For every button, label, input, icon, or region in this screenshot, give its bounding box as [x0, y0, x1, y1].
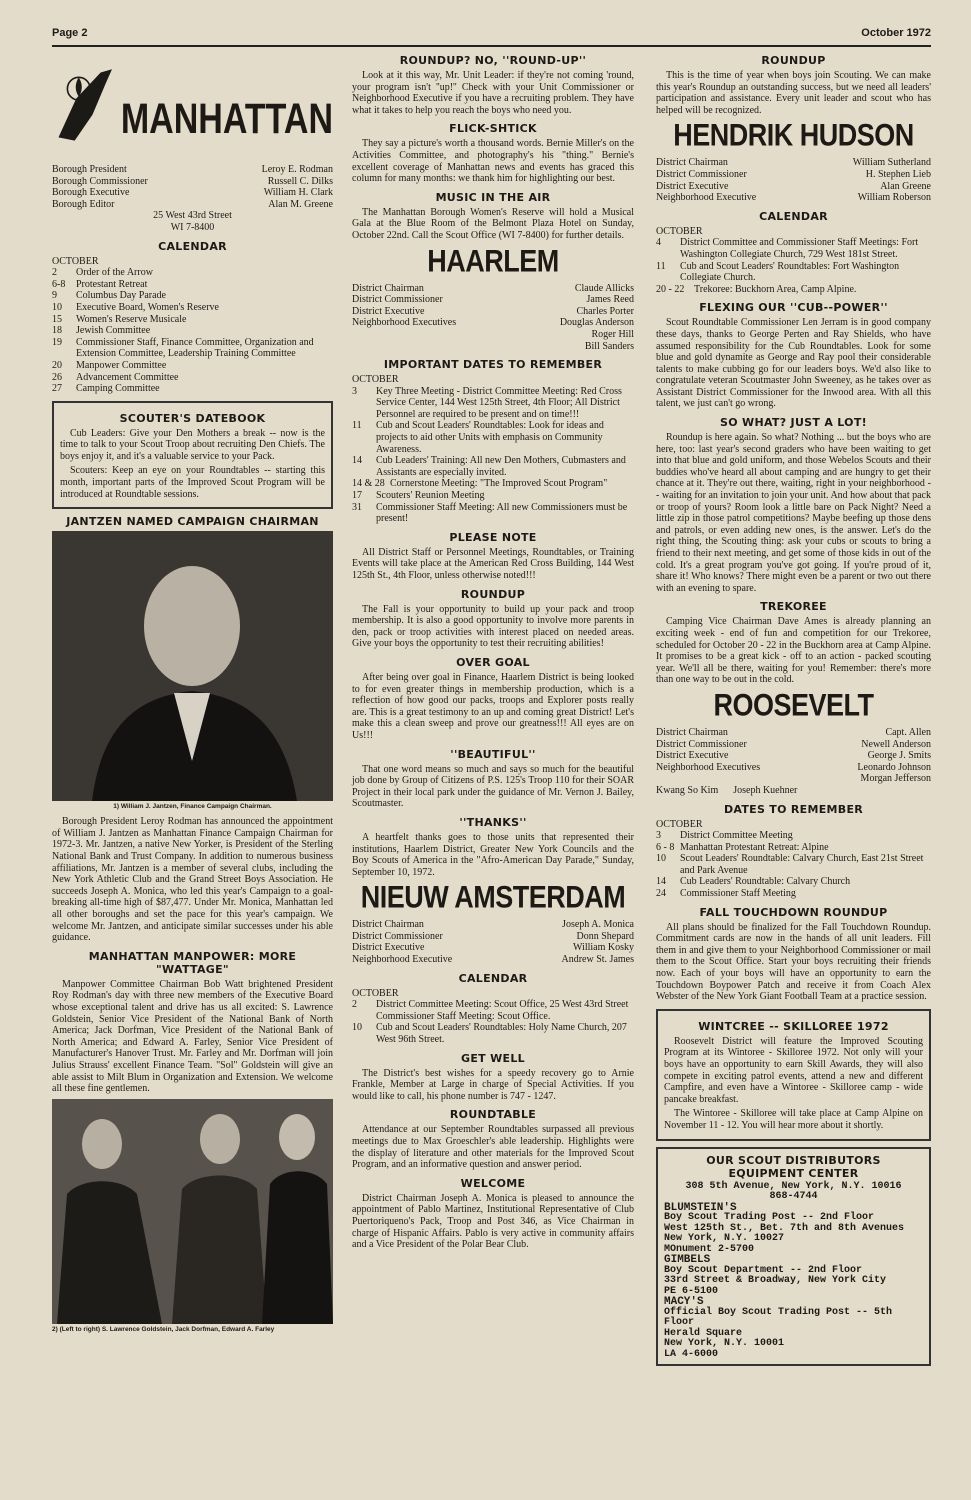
equipment-address: 308 5th Avenue, New York, N.Y. 10016 [685, 1180, 902, 1192]
important-dates-heading: IMPORTANT DATES TO REMEMBER [383, 358, 603, 372]
list-item: 19 Commissioner Staff, Finance Committee, Organization and Extension Committee, Leadership Training Committee [52, 336, 314, 360]
datebook-heading: SCOUTER'S DATEBOOK [119, 411, 266, 425]
hudson-dates-list [656, 237, 931, 295]
jantzen-heading: JANTZEN NAMED CAMPAIGN CHAIRMAN [66, 515, 319, 529]
list-item: 2 Order of the Arrow [52, 267, 153, 279]
nieuw-officers [352, 919, 634, 965]
roundup-no-heading: ROUNDUP? NO, ''ROUND-UP'' [399, 54, 587, 67]
nieuw-amsterdam-title: NIEUW AMSTERDAM [360, 879, 626, 915]
executives-group-photo [52, 1099, 333, 1324]
welcome-heading: WELCOME [460, 1176, 526, 1190]
list-item: 15 Women's Reserve Musicale [52, 313, 187, 325]
touchdown-heading: FALL TOUCHDOWN ROUNDUP [699, 905, 888, 919]
officer-row: Borough Executive William H. Clark [52, 187, 333, 199]
list-item: 9 Columbus Day Parade [52, 290, 166, 302]
datebook-paragraph: Cub Leaders: Give your Den Mothers a break -- now is the time to talk to your Scout Troop about recruiting Den Chiefs. The boys enjoy it, and it's a valuable service to your Pack. [60, 427, 325, 462]
calendar-heading: CALENDAR [158, 239, 227, 253]
list-item: 10 Executive Board, Women's Reserve [52, 301, 219, 313]
officer-row: District Commissioner Donn Shepard [352, 930, 634, 942]
manhattan-calendar-list [52, 267, 333, 395]
list-item: 20 - 22 Trekoree: Buckhorn Area, Camp Alpine. [656, 283, 857, 295]
officer-row: District Executive William Kosky [352, 942, 634, 954]
flexing-heading: FLEXING OUR ''CUB--POWER'' [699, 301, 888, 315]
officer-row: Neighborhood Executives Douglas Anderson [352, 317, 634, 329]
officer-row: Borough Commissioner Russell C. Dilks [52, 175, 333, 187]
equipment-phone: 868-4744 [769, 1191, 818, 1203]
roundup2-heading: ROUNDUP [460, 587, 526, 601]
get-well-article: The District's best wishes for a speedy recovery go to Arnie Frankle, Member at Large in charge of Special Activities. If you would like to call, his phone number is 747 - 1247. [352, 1067, 634, 1102]
nieuw-month: OCTOBER [352, 987, 399, 999]
list-item: 6 - 8 Manhattan Protestant Retreat: Alpine [656, 841, 829, 853]
list-item: 6-8 Protestant Retreat [52, 278, 148, 290]
page-number: Page 2 [52, 27, 88, 39]
list-item: 3 District Committee Meeting [656, 830, 793, 842]
roosevelt-dates-list [656, 830, 931, 900]
store-line: PE 6-5100 [664, 1285, 719, 1297]
officer-row: District Chairman Capt. Allen [656, 726, 931, 738]
dates-to-remember-heading: DATES TO REMEMBER [723, 802, 864, 816]
manhattan-masthead [52, 52, 333, 152]
officer-row: District Commissioner Newell Anderson [656, 738, 931, 750]
list-item: 2 District Committee Meeting: Scout Office, 25 West 43rd Street Commissioner Staff Meeting: Scout Office. [352, 999, 629, 1022]
roosevelt-officers [656, 727, 931, 797]
list-item: 14 & 28 Cornerstone Meeting: "The Improved Scout Program" [352, 478, 608, 490]
get-well-heading: GET WELL [461, 1051, 525, 1065]
wintoree-paragraph: The Wintoree - Skilloree will take place at Camp Alpine on November 11 - 12. You will hear more about it shortly. [664, 1108, 923, 1131]
officer-row: District Executive George J. Smits [656, 750, 931, 762]
officer-row: Borough President Leroy E. Rodman [52, 164, 333, 175]
thanks-article: A heartfelt thanks goes to those units that represented their institutions, Haarlem District, Greater New York Councils and the Boy Scouts of America in the "Afro-American Day Parade," Sunday, September 10, 1972. [352, 831, 634, 878]
distributors-heading: OUR SCOUT DISTRIBUTORS [706, 1153, 881, 1167]
photo1-caption: 1) William J. Jantzen, Finance Campaign Chairman. [113, 803, 272, 811]
scout-fleur-de-lis-icon [52, 57, 117, 152]
please-note-article: All District Staff or Personnel Meetings, Roundtables, or Training Events will take place at the American Red Cross Building, 144 West 125th St., 4th Floor, unless otherwise noted!!! [352, 546, 634, 581]
group-image [52, 1099, 333, 1324]
thanks-heading: ''THANKS'' [459, 815, 527, 829]
list-item: 4 District Committee and Commissioner Staff Meetings: Fort Washington Collegiate Church, 729 West 181st Street. [656, 237, 919, 260]
distributors-box [656, 1147, 931, 1367]
list-item: 14 Cub Leaders' Training: All new Den Mothers, Cubmasters and Assistants are especially invited. [352, 455, 626, 478]
beautiful-article: That one word means so much and says so much for the beautiful job done by Group of Citizens of P.S. 125's Troop 110 for their SOAR Project in their local park under the guidance of Mr. Vernon J. Bailey, Scoutmaster. [352, 763, 634, 810]
officer-row: Bill Sanders [584, 340, 634, 352]
list-item: 3 Key Three Meeting - District Committee Meeting: Red Cross Service Center, 144 West 125th Street, 4th Floor; All District Personnel are required to be present and on time!!! [352, 385, 622, 420]
list-item: 24 Commissioner Staff Meeting [656, 888, 796, 900]
store-line: West 125th St., Bet. 7th and 8th Avenues [664, 1222, 905, 1234]
trekoree-article: Camping Vice Chairman Dave Ames is already planning an exciting week - end of fun and competition for our Trekoree, scheduled for October 20 - 22 in the Buckhorn area at Camp Alpine. It promises to be a great kick - off to an action - packed scouting year. We'll all be there, waiting for you! Remember: there's more than one way to be out in the cold. [656, 616, 931, 686]
officer-row: Morgan Jefferson [860, 773, 931, 785]
officer-row: Neighborhood Executive William Roberson [656, 192, 931, 204]
scouters-datebook-box [52, 401, 333, 510]
store-line: LA 4-6000 [664, 1348, 719, 1360]
list-item: 31 Commissioner Staff Meeting: All new Commissioners must be present! [352, 501, 628, 525]
so-what-heading: SO WHAT? JUST A LOT! [720, 416, 867, 430]
list-item: 27 Camping Committee [52, 383, 160, 395]
officer-row: District Chairman William Sutherland [656, 157, 931, 169]
please-note-heading: PLEASE NOTE [449, 530, 537, 544]
hudson-calendar-heading: CALENDAR [759, 209, 828, 223]
music-heading: MUSIC IN THE AIR [435, 190, 551, 204]
list-item: 10 Scout Leaders' Roundtable: Calvary Church, East 21st Street and Park Avenue [656, 853, 924, 876]
officer-row: District Chairman Claude Allicks [352, 282, 634, 294]
column-haarlem-nieuw [352, 52, 634, 1254]
hudson-month: OCTOBER [656, 225, 703, 237]
officer-row: District Commissioner H. Stephen Lieb [656, 168, 931, 180]
store-line: Boy Scout Department -- 2nd Floor [664, 1264, 863, 1276]
over-goal-heading: OVER GOAL [456, 655, 530, 669]
wattage-article: Manpower Committee Chairman Bob Watt brightened President Roy Rodman's day with three new members of the Executive Board whose exceptional talent and drive has us all excited: S. Lawrence Goldstein, Senior Vice President of the National Bank of North America; Jack Dorfman, Vice President of the National Bank of North America; and Edward A. Farley, Senior Vice President of Manufacturer's Hanover Trust. Mr. Farley and Mr. Dorfman will join Julius Strauss' excellent Finance Team. "Sol" Goldstein will give an able assist to Milt Blum in Organization and Extension. We welcome all these fine gentlemen. [52, 978, 333, 1095]
manhattan-title: MANHATTAN [120, 95, 333, 143]
haarlem-officers [352, 283, 634, 353]
list-item: 26 Advancement Committee [52, 371, 179, 383]
issue-date: October 1972 [861, 27, 931, 39]
list-item: 11 Cub and Scout Leaders' Roundtables: Look for ideas and projects to aid other Units with emphasis on Community Awareness. [352, 420, 604, 455]
portrait-image [52, 531, 333, 801]
wintoree-paragraph: Roosevelt District will feature the Improved Scouting Program at its Wintoree - Skilloree 1972. Not only will your boys have an opportunity to earn Skill Awards, they will also compete in exciting patrol events, attend a new and different Campfire, and even have a Wintoree - Skilloree camp - wide pancake breakfast. [664, 1035, 923, 1105]
haarlem-title: HAARLEM [427, 243, 559, 278]
over-goal-article: After being over goal in Finance, Haarlem District is being looked to for even greater things in membership production, which is a reflection of how good our packs, troops and Explorer posts really are. This is a great testimony to an up and coming great District! Let's make this a clean sweep and prove our greatness!!! All eyes are on Us!!! [352, 671, 634, 741]
officer-row: Neighborhood Executives Leonardo Johnson [656, 761, 931, 773]
wintoree-heading: WINTCREE -- SKILLOREE 1972 [698, 1019, 889, 1033]
roundup-article: This is the time of year when boys join Scouting. We can make this year's Roundup an outstanding success, but we need all leaders' participation and assistance. Every unit leader and scout who has helped will be recognized. [656, 70, 931, 116]
touchdown-article: All plans should be finalized for the Fall Touchdown Roundup. Commitment cards are now in the hands of all unit leaders. Fill them in and give them to your Neighborhood Commissioner or mail them to the Scout Office. Start your boys recruiting their friends now. Each of your boys will have an opportunity to earn the Touchdown Boypower Patch and receive it from Coach Alex Webster of the New York Giant Football Team at a practice session. [656, 921, 931, 1003]
datebook-paragraph: Scouters: Keep an eye on your Roundtables -- starting this month, important parts of the Improved Scout Program will be introduced at Roundtable sessions. [60, 465, 325, 500]
roundup-heading: ROUNDUP [761, 54, 826, 67]
manhattan-officers [52, 164, 333, 234]
store-line: Herald Square [664, 1327, 743, 1339]
store-name: BLUMSTEIN'S [664, 1201, 737, 1214]
music-article: The Manhattan Borough Women's Reserve will hold a Musical Gala at the Blue Room of the Belmont Plaza Hotel on Sunday, October 22nd. Call the Scout Office (WI 7-8400) for further details. [352, 206, 634, 241]
flexing-article: Scout Roundtable Commissioner Len Jerram is in good company these days, thanks to George Perten and Ray Shields, who have assumed responsibility for the Cub Roundtables. Look for some blue and gold dynamite as George and Ray pool their considerable talents to make cubbing go for our leaders boys. We'd also like to congratulate veteran Scoutmaster John Sweeney, as he takes over as Assistant District Commissioner for the Inwood area. With all this talent, we just can't go wrong. [656, 317, 931, 410]
jantzen-portrait-photo [52, 531, 333, 801]
roosevelt-extra-names: Kwang So Kim Joseph Kuehner [656, 784, 798, 796]
list-item: 17 Scouters' Reunion Meeting [352, 490, 485, 502]
officer-row: Neighborhood Executive Andrew St. James [352, 954, 634, 966]
haarlem-month: OCTOBER [352, 374, 399, 386]
store-line: New York, N.Y. 10027 [664, 1233, 785, 1245]
list-item: 11 Cub and Scout Leaders' Roundtables: Fort Washington Collegiate Church. [656, 260, 900, 284]
officer-row: Borough Editor Alan M. Greene [52, 198, 333, 210]
photo2-caption: 2) (Left to right) S. Lawrence Goldstein, Jack Dorfman, Edward A. Farley [52, 1325, 275, 1333]
store-line: 33rd Street & Broadway, New York City [664, 1275, 887, 1287]
page-header [52, 27, 931, 47]
beautiful-heading: ''BEAUTIFUL'' [450, 747, 536, 761]
nieuw-calendar-heading: CALENDAR [458, 971, 528, 985]
roundtable-heading: ROUNDTABLE [449, 1108, 537, 1122]
roundup-no-article: Look at it this way, Mr. Unit Leader: if they're not coming 'round, your program isn't ''up!'' Check with your Unit Commissioner or Neighborhood Executive if you have a recruiting problem. They have what it takes to help you reach the boys who need you. [352, 70, 634, 116]
flick-article: They say a picture's worth a thousand words. Bernie Miller's on the Activities Committee, and photography's his "thing." Bernie's excellent coverage of Manhattan news and events has graced this column for many months: we thank him for highlighting our best. [352, 138, 634, 185]
officer-row: District Commissioner James Reed [352, 294, 634, 306]
officer-row: District Chairman Joseph A. Monica [352, 919, 634, 931]
calendar-month: OCTOBER [52, 255, 99, 267]
column-manhattan [52, 52, 333, 1339]
store-line: Official Boy Scout Trading Post -- 5th Floor [664, 1306, 893, 1329]
roosevelt-month: OCTOBER [656, 818, 703, 830]
officer-row: Roger Hill [591, 328, 634, 340]
equipment-center-heading: EQUIPMENT CENTER [728, 1166, 859, 1180]
column-hudson-roosevelt [656, 52, 931, 1372]
hendrik-hudson-title: HENDRIK HUDSON [673, 118, 914, 153]
jantzen-article: Borough President Leroy Rodman has announced the appointment of William J. Jantzen as Manhattan Finance Campaign Chairman for 1972-3. Mr. Jantzen, a native New Yorker, is President of the Sterling National Bank and Trust Company. In addition to numerous business affiliations, Mr. Jantzen is a member of several clubs, including the New York Athletic Club and the Grand Street Boys Association. He succeeds Joseph A. Monica, who led this year's Campaign to a goal-breaking all-time high of $87,477. Under Mr. Monica, Manhattan led all other boroughs and set the pace for this year's campaign. We welcome Mr. Jantzen, and anticipate similar successes under his able guidance. [52, 816, 333, 944]
trekoree-heading: TREKOREE [760, 600, 827, 614]
list-item: 20 Manpower Committee [52, 359, 167, 371]
roundtable-article: Attendance at our September Roundtables surpassed all previous meetings due to Max Groeschler's able leadership. Highlights were the display of literature and other materials for the Improved Scout Program, and an informative question and answer period. [352, 1124, 634, 1171]
welcome-article: District Chairman Joseph A. Monica is pleased to announce the appointment of Pablo Martinez, Institutional Representative of Club Puertoriqueno's Pack, Troop and Post 346, as Vice Chairman in charge of Hispanic Affairs. Pablo is very active in community affairs and a Vice President of the Polar Bear Club. [352, 1192, 634, 1251]
wintoree-box [656, 1009, 931, 1141]
store-line: Boy Scout Trading Post -- 2nd Floor [664, 1212, 875, 1224]
flick-heading: FLICK-SHTICK [449, 122, 537, 136]
store-line: New York, N.Y. 10001 [664, 1338, 785, 1350]
store-name: GIMBELS [664, 1254, 711, 1267]
list-item: 18 Jewish Committee [52, 325, 151, 337]
haarlem-dates-list [352, 386, 634, 525]
officer-row: District Executive Charles Porter [352, 305, 634, 317]
list-item: 14 Cub Leaders' Roundtable: Calvary Church [656, 876, 851, 888]
store-name: MACY'S [664, 1296, 704, 1309]
roosevelt-title: ROOSEVELT [713, 687, 874, 723]
so-what-article: Roundup is here again. So what? Nothing ... but the boys who are here, too: last year's second graders who have been waiting to get into that blue and gold uniform, and those Webelos Scouts and their buddies who've heard all about camping and are hungry to get their chance at it. They're out there, waiting, right in your neighborhood -- waiting for an invitation to join your unit. And how about that pack or troop of yours? Room look a little bare on Pack Night? Need a little zip in those patrol competitions? Maybe beefing up those dens and patrols, or even adding new ones, is the answer. Let's do the right thing, the Scouting thing: ask your cubs or scouts to bring a friend to their next meeting, and get some of those kids in out of the cold. It's a great program you've got going. If you're proud of it, share it! Who knows? There might even be a parent or two out there with an evening to spare. [656, 432, 931, 594]
roundup2-article: The Fall is your opportunity to build up your pack and troop membership. It is also a good opportunity to involve more parents in den, pack or troop activities with interest placed on needed areas. Give your boys the opportunity to test their recruiting abilities! [352, 603, 634, 650]
office-phone: WI 7-8400 [170, 221, 215, 233]
wattage-heading: MANHATTAN MANPOWER: MORE "WATTAGE" [88, 949, 297, 976]
officer-row: District Executive Alan Greene [656, 180, 931, 192]
hudson-officers [656, 157, 931, 203]
store-line: MOnument 2-5700 [664, 1243, 755, 1255]
list-item: 10 Cub and Scout Leaders' Roundtables: Holy Name Church, 207 West 96th Street. [352, 1022, 627, 1046]
office-address: 25 West 43rd Street [153, 210, 232, 222]
nieuw-dates-list [352, 999, 634, 1045]
